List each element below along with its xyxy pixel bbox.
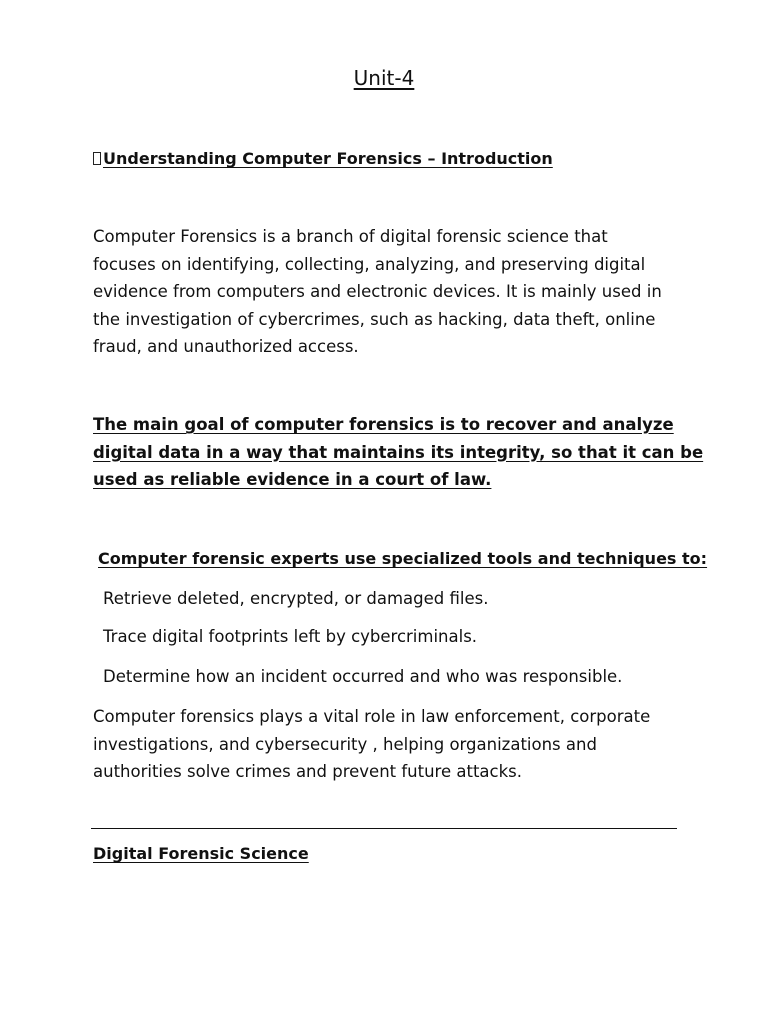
list-item: Determine how an incident occurred and who was responsible. (103, 667, 623, 686)
list-item: Retrieve deleted, encrypted, or damaged files. (103, 589, 489, 608)
section-heading-text: Digital Forensic Science (93, 844, 309, 863)
paragraph-line: Computer Forensics is a branch of digital forensic science that (93, 227, 608, 246)
paragraph-line: fraud, and unauthorized access. (93, 337, 359, 356)
missing-glyph-icon (93, 152, 101, 165)
tools-lead (98, 545, 708, 573)
paragraph-line: authorities solve crimes and prevent future attacks. (93, 762, 523, 781)
paragraph-line: The main goal of computer forensics is to recover and analyze (93, 415, 674, 434)
tools-lead-text: Computer forensic experts use specialized tools and techniques to: (98, 549, 708, 568)
horizontal-divider (91, 828, 677, 829)
intro-subheading (93, 145, 683, 173)
paragraph-line: Computer forensics plays a vital role in law enforcement, corporate (93, 707, 651, 726)
paragraph-role (93, 703, 683, 786)
paragraph-line: investigations, and cybersecurity , helping organizations and (93, 734, 597, 754)
paragraph-line: the investigation of cybercrimes, such as hacking, data theft, online (93, 309, 656, 329)
paragraph-goal (93, 411, 704, 494)
paragraph-line: evidence from computers and electronic devices. It is mainly used in (93, 282, 662, 301)
paragraph-line: focuses on identifying, collecting, analyzing, and preserving digital (93, 254, 646, 274)
paragraph-line: used as reliable evidence in a court of law. (93, 470, 492, 489)
paragraph-definition (93, 223, 683, 361)
section-heading (93, 840, 683, 868)
paragraph-line: digital data in a way that maintains its integrity, so that it can be (93, 442, 704, 462)
intro-subheading-text: Understanding Computer Forensics – Introduction (103, 149, 553, 168)
page-title: Unit-4 (353, 66, 415, 90)
list-item: Trace digital footprints left by cybercriminals. (103, 627, 478, 646)
